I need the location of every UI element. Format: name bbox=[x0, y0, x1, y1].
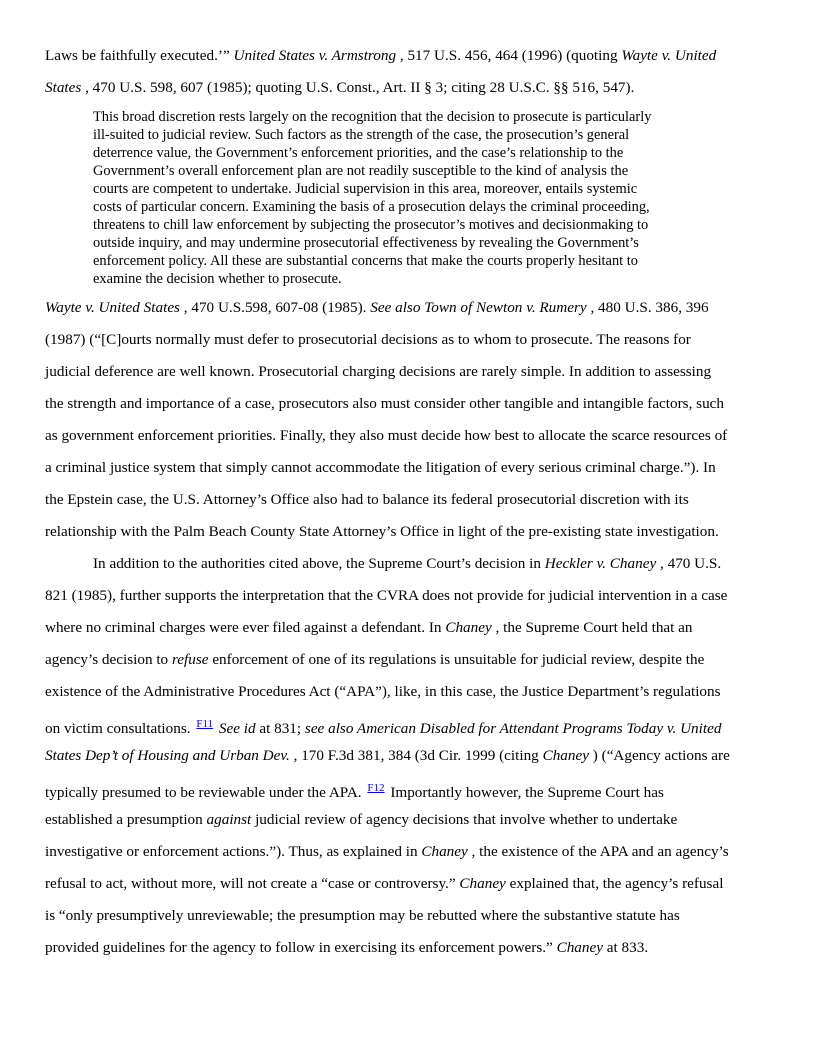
paragraph-2 bbox=[45, 292, 771, 548]
text-line bbox=[45, 740, 771, 772]
text-span: provided guidelines for the agency to follow in exercising its enforcement powers.” bbox=[45, 939, 557, 956]
footnote-link-f12[interactable]: F12 bbox=[367, 782, 385, 794]
text-line: the strength and importance of a case, prosecutors also must consider other tangible and intangible factors, such bbox=[45, 395, 725, 412]
emphasis: against bbox=[206, 811, 252, 828]
case-name: Chaney bbox=[556, 939, 603, 956]
text-span: , 517 U.S. 456, 464 (1996) (quoting bbox=[396, 47, 622, 64]
quote-line: enforcement policy. All these are substantial concerns that make the courts properly hesitant to bbox=[93, 253, 638, 269]
text-span: on victim consultations. bbox=[45, 720, 195, 737]
text-line: the Epstein case, the U.S. Attorney’s Office also had to balance its federal prosecutorial discretion with its bbox=[45, 491, 689, 508]
text-span: , 470 U.S. 598, 607 (1985); quoting U.S. Const., Art. II § 3; citing 28 U.S.C. §§ 516, 547). bbox=[81, 79, 635, 96]
text-line: relationship with the Palm Beach County State Attorney’s Office in light of the pre-existing state investigation. bbox=[45, 523, 719, 540]
text-line bbox=[45, 932, 771, 964]
text-span: , 470 U.S. bbox=[656, 555, 722, 572]
text-line bbox=[45, 836, 771, 868]
quote-line: courts are competent to undertake. Judicial supervision in this area, moreover, entails systemic bbox=[93, 181, 638, 197]
text-span: established a presumption bbox=[45, 811, 207, 828]
case-name: Heckler v. Chaney bbox=[544, 555, 657, 572]
text-span: enforcement of one of its regulations is unsuitable for judicial review, despite the bbox=[208, 651, 705, 668]
text-span: judicial review of agency decisions that involve whether to undertake bbox=[251, 811, 678, 828]
block-quote bbox=[93, 108, 733, 288]
text-line: is “only presumptively unreviewable; the presumption may be rebutted where the substantive statute has bbox=[45, 907, 680, 924]
quote-line: threatens to chill law enforcement by subjecting the prosecutor’s motives and decisionmaking to bbox=[93, 217, 649, 233]
text-line: as government enforcement priorities. Finally, they also must decide how best to allocate the scarce resources of bbox=[45, 427, 728, 444]
paragraph-3 bbox=[45, 548, 771, 964]
paragraph-1 bbox=[45, 40, 771, 104]
text-span: explained that, the agency’s refusal bbox=[505, 875, 724, 892]
case-name: States bbox=[45, 79, 82, 96]
text-span: In addition to the authorities cited above, the Supreme Court’s decision in bbox=[93, 555, 545, 572]
text-span: where no criminal charges were ever filed against a defendant. In bbox=[45, 619, 446, 636]
text-line: (1987) (“[C]ourts normally must defer to prosecutorial decisions as to whom to prosecute. The reasons for bbox=[45, 331, 691, 348]
case-name: States Dep’t of Housing and Urban Dev. bbox=[45, 747, 290, 764]
case-name: Chaney bbox=[542, 747, 589, 764]
text-span: at 833. bbox=[602, 939, 649, 956]
quote-line: ill-suited to judicial review. Such factors as the strength of the case, the prosecution’s general bbox=[93, 127, 630, 143]
case-name: Chaney bbox=[421, 843, 468, 860]
text-line: existence of the Administrative Procedures Act (“APA”), like, in this case, the Justice Department’s regulations bbox=[45, 683, 721, 700]
text-line bbox=[45, 612, 771, 644]
quote-line: outside inquiry, and may undermine prosecutorial effectiveness by revealing the Government’s bbox=[93, 235, 639, 251]
document-page bbox=[45, 40, 771, 964]
text-span: , the Supreme Court held that an bbox=[491, 619, 693, 636]
text-span: , 470 U.S.598, 607-08 (1985). bbox=[179, 299, 371, 316]
text-span: refusal to act, without more, will not create a “case or controversy.” bbox=[45, 875, 460, 892]
citation-signal: See id bbox=[215, 720, 256, 737]
text-line bbox=[45, 644, 771, 676]
quote-line: costs of particular concern. Examining the basis of a prosecution delays the criminal proceeding, bbox=[93, 199, 650, 215]
case-name: Chaney bbox=[445, 619, 492, 636]
text-span: Laws be faithfully executed.’” bbox=[45, 47, 234, 64]
quote-line: This broad discretion rests largely on the recognition that the decision to prosecute is particularly bbox=[93, 109, 652, 125]
text-line bbox=[45, 548, 771, 580]
quote-line: examine the decision whether to prosecute. bbox=[93, 271, 342, 287]
text-line bbox=[45, 40, 771, 72]
text-line: 821 (1985), further supports the interpretation that the CVRA does not provide for judicial intervention in a case bbox=[45, 587, 728, 604]
text-span: investigative or enforcement actions.”). Thus, as explained in bbox=[45, 843, 422, 860]
text-span: typically presumed to be reviewable under the APA. bbox=[45, 784, 366, 801]
case-name: United States v. Armstrong bbox=[233, 47, 397, 64]
case-name: See also Town of Newton v. Rumery bbox=[370, 299, 587, 316]
text-line bbox=[45, 804, 771, 836]
case-name: Chaney bbox=[459, 875, 506, 892]
quote-line: deterrence value, the Government’s enforcement priorities, and the case’s relationship to the bbox=[93, 145, 624, 161]
text-line bbox=[45, 772, 771, 804]
text-line: judicial deference are well known. Prosecutorial charging decisions are rarely simple. In addition to assessing bbox=[45, 363, 712, 380]
text-span: , 480 U.S. 386, 396 bbox=[586, 299, 709, 316]
text-span: , the existence of the APA and an agency’s bbox=[467, 843, 729, 860]
text-line bbox=[45, 708, 771, 740]
text-line bbox=[45, 72, 771, 104]
case-name: see also American Disabled for Attendant Programs Today v. United bbox=[304, 720, 722, 737]
text-span: , 170 F.3d 381, 384 (3d Cir. 1999 (citing bbox=[289, 747, 543, 764]
text-line bbox=[45, 868, 771, 900]
text-span: ) (“Agency actions are bbox=[588, 747, 730, 764]
case-name: Wayte v. United States bbox=[45, 299, 180, 316]
emphasis: refuse bbox=[171, 651, 209, 668]
quote-line: Government’s overall enforcement plan are not readily susceptible to the kind of analysis the bbox=[93, 163, 629, 179]
text-span: agency’s decision to bbox=[45, 651, 172, 668]
text-span: at 831; bbox=[255, 720, 305, 737]
text-line bbox=[45, 292, 771, 324]
text-span: Importantly however, the Supreme Court has bbox=[386, 784, 664, 801]
footnote-link-f11[interactable]: F11 bbox=[196, 718, 214, 730]
text-line: a criminal justice system that simply cannot accommodate the litigation of every serious criminal charge.”). In bbox=[45, 459, 716, 476]
case-name: Wayte v. United bbox=[621, 47, 717, 64]
